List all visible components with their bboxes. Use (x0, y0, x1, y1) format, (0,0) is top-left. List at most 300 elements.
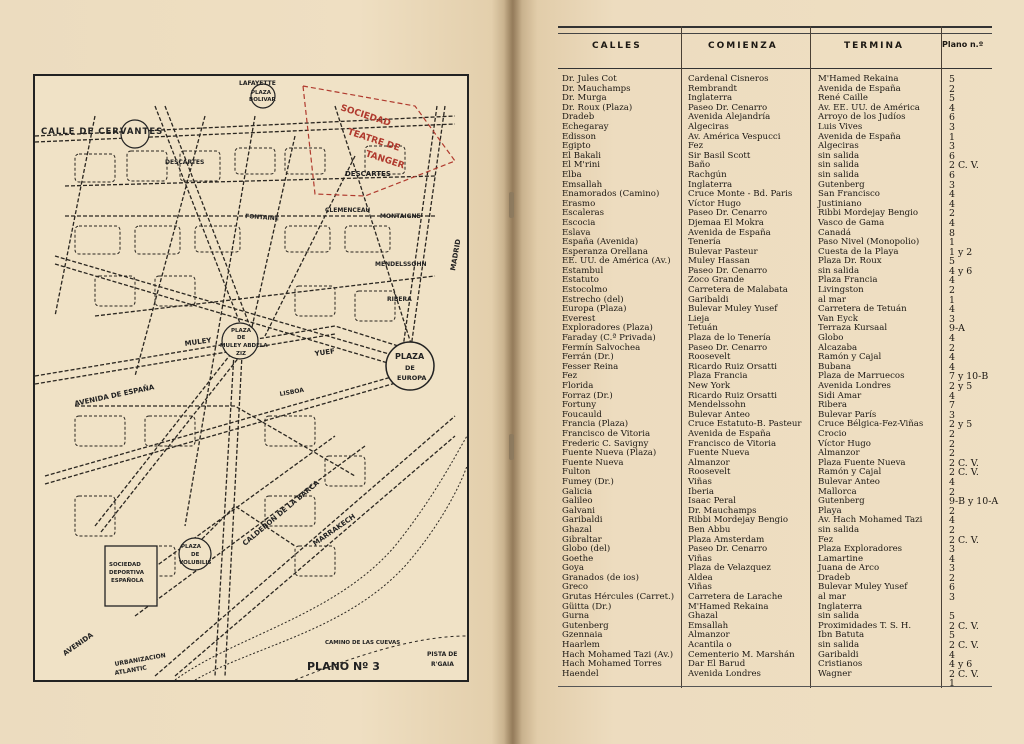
calles-cell: Emsallah (562, 179, 603, 190)
comienza-cell: Ghazal (688, 611, 718, 622)
plano-cell: 4 (949, 553, 955, 565)
table-header (558, 26, 992, 69)
comienza-cell: Francisco de Vitoria (688, 438, 777, 449)
comienza-cell: Almanzor (688, 630, 730, 641)
termina-cell: Algeciras (818, 141, 859, 152)
termina-cell: Juana de Arco (818, 563, 880, 574)
label-descartes: DESCARTES (345, 170, 391, 178)
plano-cell: 2 C. V. (949, 457, 979, 469)
calles-cell: Goethe (562, 553, 594, 564)
comienza-cell: Paseo Dr. Cenarro (688, 102, 768, 113)
plano-cell: 2 (949, 438, 955, 450)
label-urbanizacion: URBANIZACION (114, 652, 167, 668)
calles-cell: Gzennaia (562, 630, 603, 641)
calles-cell: Florida (562, 381, 594, 391)
termina-cell: Playa (818, 505, 842, 516)
calles-cell: Estatuto (562, 275, 599, 286)
termina-cell: Bulevar Muley Yusef (818, 582, 908, 593)
comienza-cell: Ricardo Ruiz Orsatti (688, 361, 778, 372)
plano-cell: 6 (949, 169, 955, 181)
calles-cell: El Bakali (562, 150, 602, 161)
calles-cell: Francisco de Vitoria (562, 428, 651, 439)
label-ribera: RIBERA (387, 296, 412, 303)
termina-cell: Mallorca (818, 486, 857, 497)
column-calles (562, 75, 676, 679)
label-montaigne: MONTAIGNE (380, 213, 421, 220)
comienza-cell: Avenida de España (688, 227, 771, 238)
stamp-line: TANGER (364, 149, 406, 172)
plano-cell: 4 (949, 217, 955, 229)
label-marrakech: MARRAKECH (311, 512, 357, 548)
calles-cell: Hach Mohamed Torres (562, 659, 662, 670)
comienza-cell: Bulevar Pasteur (688, 246, 758, 257)
column-divider (681, 26, 682, 688)
calles-cell: Hach Mohamed Tazi (Av.) (562, 649, 674, 660)
termina-cell: sin salida (818, 524, 860, 535)
label-pista: PISTA DE (427, 651, 458, 658)
termina-cell: Globo (818, 333, 844, 344)
plano-cell: 3 (949, 313, 955, 325)
street-map (33, 74, 469, 682)
calles-cell: Erasmo (562, 198, 596, 209)
termina-cell: sin salida (818, 640, 860, 651)
label-pista: R'GAIA (431, 661, 454, 668)
calles-cell: Edisson (562, 131, 597, 142)
comienza-cell: New York (688, 381, 731, 391)
calles-cell: Elba (562, 169, 582, 180)
plano-cell: 4 (949, 361, 955, 373)
plano-cell: 2 (949, 285, 955, 297)
termina-cell: Ribbi Mordejay Bengio (818, 208, 919, 219)
plano-cell: 1 (949, 294, 955, 306)
termina-cell: Dradeb (818, 572, 851, 583)
plano-cell: 4 (949, 275, 955, 287)
calles-cell: Galileo (562, 496, 593, 507)
comienza-cell: Viñas (688, 476, 712, 487)
calles-cell: Galicia (562, 486, 593, 497)
map-title: PLANO Nº 3 (307, 660, 380, 673)
label-mendelssohn: MENDELSSOHN (375, 261, 427, 268)
termina-cell: Av. EE. UU. de América (818, 102, 920, 113)
termina-cell: Avenida Londres (818, 381, 891, 391)
comienza-cell: Bulevar Anteo (688, 409, 750, 420)
calles-cell: Escocia (562, 217, 596, 228)
calles-cell: Echegaray (562, 121, 609, 132)
comienza-cell: Tenería (688, 237, 721, 248)
termina-cell: Avenida de España (818, 83, 901, 94)
plano-cell: 5 (949, 630, 955, 642)
label-plaza-europa: PLAZA (395, 352, 425, 361)
comienza-cell: Emsallah (688, 620, 729, 631)
map-drawing (35, 76, 467, 680)
comienza-cell: Plaza de Velazquez (688, 563, 771, 574)
plano-cell: 2 C. V. (949, 467, 979, 479)
plano-cell: 3 (949, 563, 955, 575)
termina-cell: San Francisco (818, 189, 880, 200)
calles-cell: Dr. Roux (Plaza) (562, 102, 633, 113)
calles-cell: Frederic C. Savigny (562, 438, 649, 449)
plano-cell: 2 (949, 83, 955, 95)
calles-cell: Grutas Hércules (Carret.) (562, 592, 675, 603)
plano-cell: 2 (949, 208, 955, 220)
plano-cell: 5 (949, 93, 955, 105)
calles-cell: Escaleras (562, 208, 605, 219)
termina-cell: Plaza Francia (818, 275, 878, 286)
stamp-line: TEATRE DE (346, 127, 402, 154)
calles-cell: Ghazal (562, 524, 592, 535)
termina-cell: sin salida (818, 611, 860, 622)
plano-cell: 4 (949, 476, 955, 488)
calles-cell: España (Avenida) (562, 237, 639, 248)
book-gutter (504, 0, 522, 744)
termina-cell: Paso Nivel (Monopolio) (818, 237, 920, 248)
termina-cell: Livingston (818, 285, 864, 296)
termina-cell: Wagner (818, 668, 852, 679)
comienza-cell: Isaac Peral (688, 496, 737, 507)
calles-cell: Gibraltar (562, 534, 602, 545)
termina-cell: sin salida (818, 160, 860, 171)
calles-cell: Ferrán (Dr.) (562, 352, 614, 363)
termina-cell: Bubana (818, 361, 852, 372)
termina-cell: al mar (818, 592, 846, 603)
comienza-cell: Paseo Dr. Cenarro (688, 265, 768, 276)
comienza-cell: Garibaldi (688, 294, 729, 305)
termina-cell: Plaza Dr. Roux (818, 256, 882, 267)
plano-cell: 2 C. V. (949, 668, 979, 680)
river-line (175, 436, 467, 680)
plano-cell: 5 (949, 256, 955, 268)
comienza-cell: Avenida de España (688, 428, 771, 439)
termina-cell: sin salida (818, 169, 860, 180)
label-muley: MULEY (184, 336, 212, 348)
label-plaza-muley: MULEY ABDELA (220, 343, 268, 349)
comienza-cell: Lieja (688, 313, 710, 324)
label-sociedad: ESPAÑOLA (111, 578, 144, 584)
termina-cell: Crocio (818, 428, 847, 439)
termina-cell: Bulevar París (818, 409, 877, 420)
comienza-cell: Rachgún (688, 169, 727, 180)
column-plano (949, 74, 999, 690)
label-camino: CAMINO DE LAS CUEVAS (325, 640, 401, 646)
termina-cell: Ramón y Cajal (818, 467, 882, 478)
comienza-cell: Carretera de Larache (688, 592, 783, 603)
plano-cell: 2 (949, 428, 955, 440)
termina-cell: Proximidades T. S. H. (818, 620, 912, 631)
plano-cell: 7 y 10-B (949, 371, 989, 383)
plano-cell: 9-A (949, 323, 965, 335)
column-termina (818, 75, 936, 679)
label-plaza-europa: EUROPA (397, 374, 427, 382)
sociedad-block (105, 546, 157, 606)
calles-cell: Dr. Jules Cot (562, 74, 617, 84)
termina-cell: Plaza Exploradores (818, 544, 903, 555)
calles-cell: Fumey (Dr.) (562, 476, 614, 487)
label-plaza-muley: PLAZA (231, 328, 252, 334)
calles-cell: Dradeb (562, 112, 595, 123)
calles-cell: Dr. Mauchamps (562, 83, 631, 94)
label-descartes-small: DESCARTES (165, 159, 205, 166)
comienza-cell: Mendelssohn (688, 400, 746, 411)
comienza-cell: Plaza de lo Tenería (688, 333, 771, 344)
calles-cell: Estocolmo (562, 285, 608, 296)
calles-cell: El M'rini (562, 160, 601, 171)
calles-cell: Fuente Nueva (Plaza) (562, 448, 657, 459)
label-fontaine: FONTAINE (244, 213, 280, 223)
plano-cell: 4 (949, 515, 955, 527)
comienza-cell: Muley Hassan (688, 256, 750, 267)
comienza-cell: Roosevelt (688, 352, 731, 363)
plano-cell: 3 (949, 544, 955, 556)
plano-cell: 2 (949, 524, 955, 536)
calles-cell: Enamorados (Camino) (562, 189, 660, 200)
calles-cell: Fortuny (562, 400, 597, 411)
comienza-cell: Av. América Vespucci (688, 131, 781, 142)
calles-cell: Fesser Reina (562, 361, 619, 372)
termina-cell: Vasco de Gama (818, 217, 885, 228)
calles-cell: Francia (Plaza) (562, 419, 629, 430)
comienza-cell: Víctor Hugo (688, 198, 741, 209)
plano-cell: 1 (949, 678, 955, 690)
calles-cell: Gurna (562, 611, 590, 622)
plano-cell: 4 y 6 (949, 265, 973, 277)
termina-cell: Arroyo de los Judíos (818, 112, 906, 123)
comienza-cell: Paseo Dr. Cenarro (688, 544, 768, 555)
termina-cell: Víctor Hugo (818, 438, 871, 449)
label-sociedad: DEPORTIVA (109, 570, 144, 576)
comienza-cell: Iberia (688, 486, 714, 497)
comienza-cell: Inglaterra (688, 93, 733, 104)
label-sociedad: SOCIEDAD (109, 562, 141, 568)
comienza-cell: Avenida Alejandría (688, 112, 771, 123)
label-urbanizacion: ATLANTIC (114, 664, 148, 677)
termina-cell: Plaza de Marruecos (818, 371, 905, 382)
comienza-cell: Cruce Estatuto-B. Pasteur (688, 419, 802, 430)
termina-cell: Almanzor (818, 448, 860, 459)
label-yuref: YUEF (314, 347, 336, 358)
calles-cell: Esperanza Orellana (562, 246, 648, 257)
comienza-cell: Cementerio M. Marshán (688, 649, 795, 660)
calles-cell: Europa (Plaza) (562, 304, 627, 315)
termina-cell: Bulevar Anteo (818, 476, 880, 487)
calles-cell: Güitta (Dr.) (562, 601, 612, 612)
table-bottom-rule (558, 686, 992, 687)
plano-cell (949, 603, 993, 613)
calles-cell: Fermín Salvochea (562, 342, 641, 353)
plano-cell: 4 y 6 (949, 659, 973, 671)
comienza-cell: Roosevelt (688, 467, 731, 478)
comienza-cell: Sir Basil Scott (688, 150, 751, 161)
plano-cell: 4 (949, 649, 955, 661)
label-plaza-bolivar: PLAZA (251, 90, 272, 96)
calles-cell: Goya (562, 563, 585, 574)
termina-cell: Ribera (818, 400, 848, 411)
calles-cell: Exploradores (Plaza) (562, 323, 653, 334)
termina-cell: Carretera de Tetuán (818, 304, 907, 315)
label-avenida-espana: AVENIDA DE ESPAÑA (73, 383, 155, 408)
calles-cell: Foucauld (562, 409, 602, 420)
termina-cell: M'Hamed Rekaina (818, 74, 899, 84)
comienza-cell: Carretera de Malabata (688, 285, 788, 296)
plano-cell: 1 (949, 131, 955, 143)
plano-cell: 2 (949, 505, 955, 517)
termina-cell: Ibn Batuta (818, 630, 865, 641)
termina-cell: Ramón y Cajal (818, 352, 882, 363)
comienza-cell: Cardenal Cisneros (688, 74, 769, 84)
comienza-cell: Bulevar Muley Yusef (688, 304, 778, 315)
comienza-cell: Tetuán (688, 323, 718, 334)
column-divider (810, 26, 811, 688)
termina-cell: sin salida (818, 150, 860, 161)
column-divider (941, 26, 942, 688)
termina-cell: al mar (818, 294, 846, 305)
plano-cell: 2 y 5 (949, 381, 973, 392)
column-comienza (688, 75, 806, 679)
label-calderon: CALDERON DE LA BARCA (241, 478, 321, 548)
calles-cell: Haendel (562, 668, 599, 679)
termina-cell: Justiniano (818, 198, 862, 209)
comienza-cell: Dar El Barud (688, 659, 746, 670)
calles-cell: Gutenberg (562, 620, 609, 631)
label-plaza-muley: DE (237, 335, 246, 341)
plano-cell: 2 (949, 486, 955, 498)
calles-cell: Haarlem (562, 640, 600, 651)
plano-cell: 2 y 5 (949, 419, 973, 431)
comienza-cell: Cruce Monte - Bd. Paris (688, 189, 793, 200)
comienza-cell: Aldea (688, 572, 713, 583)
label-madrid: MADRID (449, 238, 463, 272)
calles-cell: Globo (del) (562, 544, 611, 555)
calles-cell: Everest (562, 313, 596, 324)
termina-cell: Fez (818, 534, 834, 545)
calles-cell: Fuente Nueva (562, 457, 624, 468)
label-avenida: AVENIDA (61, 631, 95, 658)
comienza-cell: Plaza Francia (688, 371, 748, 382)
termina-cell: René Caille (818, 93, 868, 104)
termina-cell: Terraza Kursaal (818, 323, 888, 334)
plano-cell: 2 C. V. (949, 160, 979, 172)
comienza-cell: Paseo Dr. Cenarro (688, 208, 768, 219)
comienza-cell: Baño (688, 160, 711, 171)
comienza-cell: Ben Abbu (688, 524, 731, 535)
comienza-cell: Almanzor (688, 457, 730, 468)
plano-cell: 4 (949, 102, 955, 114)
plano-cell: 2 C. V. (949, 620, 979, 632)
termina-cell: Cristianos (818, 659, 863, 670)
plano-cell: 9-B y 10-A (949, 496, 999, 508)
staple (509, 434, 514, 460)
comienza-cell: Viñas (688, 582, 712, 593)
calles-cell: Forraz (Dr.) (562, 390, 613, 401)
termina-cell: Sidi Amar (818, 390, 862, 401)
calles-cell: Faraday (C.ª Privada) (562, 333, 656, 344)
comienza-cell: Rembrandt (688, 83, 737, 94)
label-plaza-muley: ZIZ (236, 351, 247, 357)
plano-cell: 3 (949, 409, 955, 421)
calles-cell: Galvani (562, 505, 595, 516)
calles-cell: EE. UU. de América (Av.) (562, 256, 671, 267)
comienza-cell: M'Hamed Rekaina (688, 601, 769, 612)
termina-cell: Garibaldi (818, 649, 859, 660)
header-plano: Plano n.º (942, 40, 984, 49)
termina-cell: Avenida de España (818, 131, 901, 142)
plano-cell: 5 (949, 74, 955, 85)
header-comienza: COMIENZA (708, 41, 778, 51)
plano-cell: 2 C. V. (949, 534, 979, 546)
calles-cell: Estambul (562, 265, 604, 276)
comienza-cell: Djemaa El Mokra (688, 217, 764, 228)
label-plaza-volubilis: PLAZA (181, 544, 202, 550)
comienza-cell: Ribbi Mordejay Bengio (688, 515, 789, 526)
plano-cell: 2 (949, 342, 955, 354)
termina-cell: sin salida (818, 265, 860, 276)
termina-cell: Luis Vives (818, 121, 863, 132)
comienza-cell: Algeciras (688, 121, 729, 132)
termina-cell: Canadá (818, 227, 851, 238)
comienza-cell: Avenida Londres (688, 668, 761, 679)
staple (509, 192, 514, 218)
label-plaza-volubilis: DE (191, 552, 200, 558)
termina-cell: Alcazaba (818, 342, 858, 353)
termina-cell: Cuesta de la Playa (818, 246, 899, 257)
comienza-cell: Fez (688, 141, 704, 152)
plano-cell: 3 (949, 141, 955, 153)
comienza-cell: Ricardo Ruiz Orsatti (688, 390, 778, 401)
comienza-cell: Dr. Mauchamps (688, 505, 757, 516)
label-lisboa: LISBOA (279, 386, 305, 398)
plano-cell: 2 C. V. (949, 640, 979, 652)
plano-cell: 5 (949, 611, 955, 623)
calles-cell: Dr. Murga (562, 93, 607, 104)
river-line (195, 466, 467, 680)
plano-cell: 3 (949, 179, 955, 191)
plano-cell: 7 (949, 400, 955, 412)
calles-cell: Fez (562, 371, 578, 382)
plano-cell: 6 (949, 582, 955, 594)
label-clemenceau: CLEMENCEAU (325, 207, 371, 214)
plano-cell: 3 (949, 592, 955, 604)
termina-cell: Gutenberg (818, 179, 865, 190)
termina-cell: Gutenberg (818, 496, 865, 507)
plano-cell: 8 (949, 227, 955, 239)
termina-cell: Inglaterra (818, 601, 863, 612)
comienza-cell: Paseo Dr. Cenarro (688, 342, 768, 353)
header-termina: TERMINA (844, 41, 905, 51)
plano-cell: 4 (949, 333, 955, 345)
termina-cell: Cruce Bélgica-Fez-Viñas (818, 419, 924, 430)
plaza-bolivar-circle (251, 84, 275, 108)
comienza-cell: Acantila o (688, 640, 732, 651)
plano-cell: 4 (949, 189, 955, 201)
plano-cell: 3 (949, 121, 955, 133)
calles-cell: Garibaldi (562, 515, 603, 526)
label-plaza-bolivar: BOLIVAR (249, 97, 276, 103)
label-calle-cervantes: CALLE DE CERVANTES (41, 127, 164, 137)
plano-cell: 4 (949, 352, 955, 364)
label-plaza-europa: DE (405, 364, 415, 372)
termina-cell: Lamartine (818, 553, 864, 564)
calles-cell: Granados (de ios) (562, 572, 639, 583)
comienza-cell: Viñas (688, 553, 712, 564)
plano-cell: 6 (949, 150, 955, 162)
termina-cell: Plaza Fuente Nueva (818, 457, 906, 468)
plano-cell: 6 (949, 112, 955, 124)
termina-cell: Van Eyck (818, 313, 858, 324)
plano-cell: 4 (949, 390, 955, 402)
stamp-line: SOCIEDAD (339, 103, 392, 129)
plano-cell: 2 (949, 448, 955, 460)
comienza-cell: Inglaterra (688, 179, 733, 190)
plano-cell: 4 (949, 198, 955, 210)
